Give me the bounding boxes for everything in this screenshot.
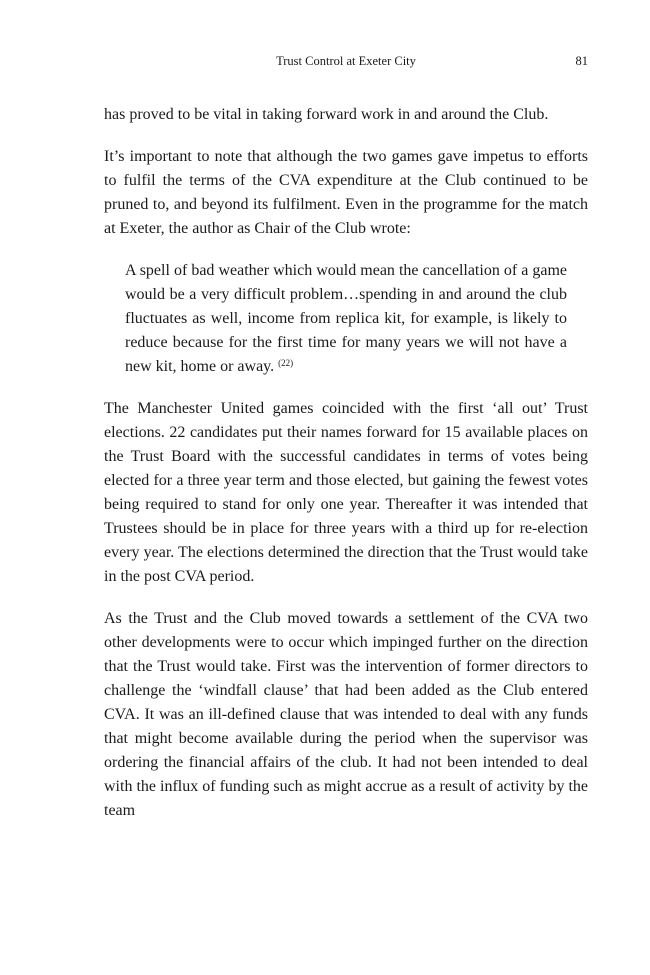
paragraph-continuation: has proved to be vital in taking forward work in and around the Club.: [104, 106, 549, 123]
block-quote: [125, 259, 567, 379]
body-text: [104, 103, 588, 841]
paragraph-cva-expenditure: It’s important to note that although the two games gave impetus to efforts to fulfil the terms of the CVA expenditure at the Club continued to be pruned to, and beyond its fulfilment. Even in the programme for the match at Exeter, the author as Chair of the Club wrote:: [104, 148, 588, 237]
block-quote-text: A spell of bad weather which would mean the cancellation of a game would be a very difficult problem…spending in and around the club fluctuates as well, income from replica kit, for example, is likely to reduce because for the first time for many years we will not have a new kit, home or away.: [125, 262, 567, 375]
paragraph-trust-elections: The Manchester United games coincided with the first ‘all out’ Trust elections. 22 candidates put their names forward for 15 available places on the Trust Board with the successful candidates in terms of votes being elected for a three year term and those elected, but gaining the fewest votes being required to stand for only one year. Thereafter it was intended that Trustees should be in place for three years with a third up for re-election every year. The elections determined the direction that the Trust would take in the post CVA period.: [104, 400, 588, 585]
citation-reference: (22): [278, 358, 294, 368]
page-number: 81: [575, 54, 588, 68]
paragraph-windfall-clause: As the Trust and the Club moved towards a settlement of the CVA two other developments were to occur which impinged further on the direction that the Trust would take. First was the intervention of former directors to challenge the ‘windfall clause’ that had been added as the Club entered CVA. It was an ill-defined clause that was intended to deal with any funds that might become available during the period when the supervisor was ordering the financial affairs of the club. It had not been intended to deal with the influx of funding such as might accrue as a result of activity by the team: [104, 610, 588, 819]
running-header: [104, 52, 588, 70]
running-title: Trust Control at Exeter City: [276, 54, 416, 68]
